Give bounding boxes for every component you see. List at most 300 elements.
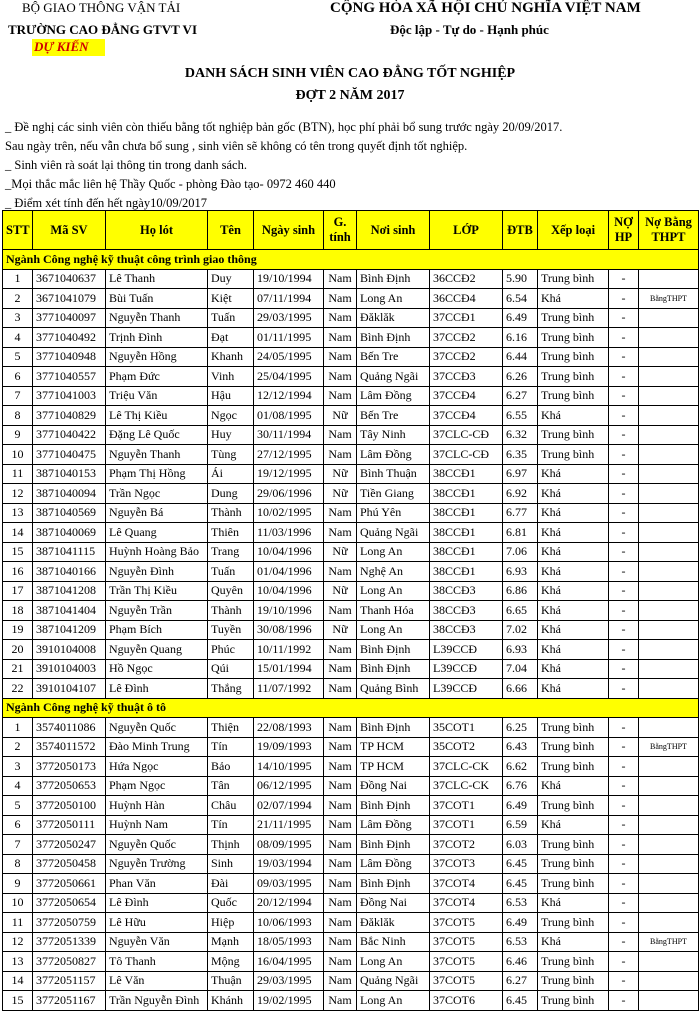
table-cell: Nam [324, 737, 357, 757]
table-cell [639, 854, 699, 874]
table-header-row [3, 211, 699, 250]
table-cell: - [609, 932, 639, 952]
table-cell: Nam [324, 367, 357, 387]
table-cell: 30/08/1996 [254, 620, 324, 640]
table-cell: 7 [3, 835, 33, 855]
table-cell: Trung bình [538, 386, 609, 406]
table-cell: Huỳnh Hoàng Bảo [106, 542, 208, 562]
country-name: CỘNG HÒA XÃ HỘI CHỦ NGHĨA VIỆT NAM [330, 0, 641, 16]
note-line: _ Sinh viên rà soát lại thông tin trong danh sách. [5, 158, 247, 172]
table-cell: - [609, 503, 639, 523]
table-cell: 3574011572 [33, 737, 106, 757]
note-line: _Mọi thắc mắc liên hệ Thầy Quốc - phòng Đào tạo- 0972 460 440 [5, 177, 336, 191]
table-cell: - [609, 269, 639, 289]
table-cell: 6.93 [503, 640, 538, 660]
table-cell: - [609, 679, 639, 699]
table-row [3, 601, 699, 621]
table-cell: 37CCĐ2 [430, 328, 503, 348]
table-cell: 38CCĐ1 [430, 562, 503, 582]
table-cell [639, 562, 699, 582]
table-cell: 6.53 [503, 932, 538, 952]
col-header: Nợ Bằng THPT [639, 211, 699, 250]
table-cell: Quảng Ngãi [357, 367, 430, 387]
table-cell: 21/11/1995 [254, 815, 324, 835]
table-cell: Khá [538, 542, 609, 562]
table-cell: - [609, 776, 639, 796]
table-cell: Phạm Thị Hồng [106, 464, 208, 484]
table-cell: 22 [3, 679, 33, 699]
table-cell: Nữ [324, 581, 357, 601]
table-cell: 3772051157 [33, 971, 106, 991]
table-cell: Hậu [208, 386, 254, 406]
table-cell: 3871041404 [33, 601, 106, 621]
table-cell: 1 [3, 718, 33, 738]
table-cell: 08/09/1995 [254, 835, 324, 855]
table-cell [639, 679, 699, 699]
table-cell: Khánh [208, 991, 254, 1011]
table-cell: L39CCĐ [430, 659, 503, 679]
table-cell: 09/03/1995 [254, 874, 324, 894]
table-cell: Tuấn [208, 308, 254, 328]
table-cell: Nam [324, 659, 357, 679]
table-cell: Trung bình [538, 913, 609, 933]
table-cell: 6.32 [503, 425, 538, 445]
table-cell: Long An [357, 991, 430, 1011]
table-cell: Nam [324, 952, 357, 972]
table-cell: - [609, 854, 639, 874]
table-cell: 19/09/1993 [254, 737, 324, 757]
table-cell: 10/11/1992 [254, 640, 324, 660]
table-cell: 38CCĐ1 [430, 503, 503, 523]
table-cell: 27/12/1995 [254, 445, 324, 465]
col-header: Nơi sinh [357, 211, 430, 250]
table-cell [639, 757, 699, 777]
table-cell: 6.27 [503, 971, 538, 991]
table-cell: 3871040569 [33, 503, 106, 523]
col-header: LỚP [430, 211, 503, 250]
table-cell: Nam [324, 874, 357, 894]
table-row [3, 679, 699, 699]
table-cell: Trung bình [538, 367, 609, 387]
table-cell: Nam [324, 679, 357, 699]
table-cell: Bình Định [357, 796, 430, 816]
table-cell: 35COT1 [430, 718, 503, 738]
table-cell [639, 874, 699, 894]
table-cell: Khá [538, 523, 609, 543]
table-cell: Đăklăk [357, 308, 430, 328]
table-cell: 5.90 [503, 269, 538, 289]
table-cell: - [609, 737, 639, 757]
table-cell: Nữ [324, 620, 357, 640]
table-cell: Mạnh [208, 932, 254, 952]
table-cell: Nam [324, 347, 357, 367]
table-cell [639, 815, 699, 835]
table-cell: Thịnh [208, 835, 254, 855]
table-cell: Nam [324, 523, 357, 543]
table-cell: Bình Định [357, 874, 430, 894]
col-header: ĐTB [503, 211, 538, 250]
table-cell: Khá [538, 503, 609, 523]
table-row [3, 464, 699, 484]
table-cell: 3910104003 [33, 659, 106, 679]
table-row [3, 347, 699, 367]
table-cell: Hứa Ngọc [106, 757, 208, 777]
table-cell: Khá [538, 679, 609, 699]
table-cell: - [609, 542, 639, 562]
table-cell: Thành [208, 601, 254, 621]
table-cell: 38CCĐ1 [430, 523, 503, 543]
table-cell: 01/11/1995 [254, 328, 324, 348]
table-cell: Khá [538, 659, 609, 679]
table-cell: 10/04/1996 [254, 542, 324, 562]
table-cell: 13 [3, 503, 33, 523]
table-cell: Long An [357, 952, 430, 972]
table-cell: Duy [208, 269, 254, 289]
table-cell: Quảng Ngãi [357, 971, 430, 991]
table-row [3, 932, 699, 952]
table-cell: Tiền Giang [357, 484, 430, 504]
table-cell: Tùng [208, 445, 254, 465]
table-cell: - [609, 796, 639, 816]
table-row [3, 659, 699, 679]
table-cell: Khá [538, 464, 609, 484]
table-cell: 25/04/1995 [254, 367, 324, 387]
table-cell: Huy [208, 425, 254, 445]
section-title: Ngành Công nghệ kỹ thuật công trình giao thông [3, 250, 699, 270]
table-cell: Trung bình [538, 854, 609, 874]
table-row [3, 406, 699, 426]
table-cell: Nguyễn Quang [106, 640, 208, 660]
table-cell: 3871041115 [33, 542, 106, 562]
table-cell: Quảng Ngãi [357, 523, 430, 543]
table-cell: 3910104008 [33, 640, 106, 660]
table-cell: Trung bình [538, 952, 609, 972]
table-cell: - [609, 464, 639, 484]
table-cell [639, 347, 699, 367]
table-cell: 5 [3, 347, 33, 367]
table-cell: Nguyễn Đình [106, 562, 208, 582]
table-cell: 5 [3, 796, 33, 816]
table-cell: 10/06/1993 [254, 913, 324, 933]
table-cell: 3772050458 [33, 854, 106, 874]
table-cell: Bùi Tuấn [106, 289, 208, 309]
table-cell: 19/02/1995 [254, 991, 324, 1011]
table-cell: Khá [538, 289, 609, 309]
table-cell: Nam [324, 757, 357, 777]
table-cell: 12 [3, 932, 33, 952]
table-cell: 6.65 [503, 601, 538, 621]
table-cell: Hiệp [208, 913, 254, 933]
table-cell: 6.27 [503, 386, 538, 406]
table-cell: Trung bình [538, 835, 609, 855]
table-cell: Thuận [208, 971, 254, 991]
table-cell: Nam [324, 328, 357, 348]
table-cell: Khá [538, 484, 609, 504]
table-cell: 6.49 [503, 796, 538, 816]
table-row [3, 308, 699, 328]
table-cell [639, 386, 699, 406]
table-cell: Nam [324, 718, 357, 738]
table-cell: 4 [3, 776, 33, 796]
table-cell: 6.35 [503, 445, 538, 465]
table-cell: 3871040094 [33, 484, 106, 504]
table-cell: 3772050247 [33, 835, 106, 855]
table-row [3, 835, 699, 855]
table-cell [639, 796, 699, 816]
table-cell: Đài [208, 874, 254, 894]
table-cell: Trung bình [538, 308, 609, 328]
table-cell: Đồng Nai [357, 893, 430, 913]
section-title: Ngành Công nghệ kỹ thuật ô tô [3, 698, 699, 718]
table-cell: - [609, 815, 639, 835]
table-cell: - [609, 835, 639, 855]
table-cell: 6 [3, 367, 33, 387]
table-cell: 3771040097 [33, 308, 106, 328]
table-cell: Phúc [208, 640, 254, 660]
table-cell: 37CCĐ2 [430, 347, 503, 367]
table-cell: Khá [538, 406, 609, 426]
table-cell: - [609, 308, 639, 328]
table-cell [639, 893, 699, 913]
table-cell: 15 [3, 991, 33, 1011]
national-motto: Độc lập - Tự do - Hạnh phúc [390, 22, 549, 37]
table-cell: BằngTHPT [639, 932, 699, 952]
table-cell: Trung bình [538, 328, 609, 348]
col-header: Họ lót [106, 211, 208, 250]
table-cell: Khá [538, 620, 609, 640]
table-cell: 13 [3, 952, 33, 972]
table-cell: - [609, 991, 639, 1011]
table-cell: 20 [3, 640, 33, 660]
table-cell: Bình Định [357, 640, 430, 660]
table-cell: 37CCĐ4 [430, 386, 503, 406]
table-cell: Nam [324, 991, 357, 1011]
table-cell: - [609, 893, 639, 913]
table-cell: Đạt [208, 328, 254, 348]
table-cell: - [609, 952, 639, 972]
table-cell: 19/10/1996 [254, 601, 324, 621]
table-cell: 15 [3, 542, 33, 562]
table-cell: Long An [357, 620, 430, 640]
table-body [3, 250, 699, 1011]
note-line: _ Điểm xét tính đến hết ngày10/09/2017 [5, 196, 208, 210]
table-cell: 37CLC-CK [430, 757, 503, 777]
table-cell: Huỳnh Nam [106, 815, 208, 835]
table-cell: 38CCĐ3 [430, 620, 503, 640]
table-cell: - [609, 581, 639, 601]
table-cell: 37CLC-CK [430, 776, 503, 796]
table-cell: - [609, 757, 639, 777]
table-cell: Nữ [324, 406, 357, 426]
col-header: Ngày sinh [254, 211, 324, 250]
table-cell: Huỳnh Hàn [106, 796, 208, 816]
table-cell: 12 [3, 484, 33, 504]
table-cell: 2 [3, 737, 33, 757]
table-cell: Trang [208, 542, 254, 562]
table-cell: Khá [538, 815, 609, 835]
table-cell: Ái [208, 464, 254, 484]
table-cell: - [609, 874, 639, 894]
table-cell: 01/08/1995 [254, 406, 324, 426]
table-cell: 3871040166 [33, 562, 106, 582]
table-cell: 7 [3, 386, 33, 406]
table-row [3, 971, 699, 991]
table-cell [639, 971, 699, 991]
table-cell: Nam [324, 308, 357, 328]
table-cell: Phan Văn [106, 874, 208, 894]
table-cell: Lê Thị Kiều [106, 406, 208, 426]
table-cell: 37CCĐ1 [430, 308, 503, 328]
table-cell: 4 [3, 328, 33, 348]
table-cell: - [609, 718, 639, 738]
table-cell: Trung bình [538, 269, 609, 289]
table-cell: Bến Tre [357, 406, 430, 426]
table-cell: Long An [357, 542, 430, 562]
table-cell: Nam [324, 854, 357, 874]
table-cell: Lâm Đồng [357, 854, 430, 874]
table-cell: 3772050653 [33, 776, 106, 796]
table-cell: 29/03/1995 [254, 308, 324, 328]
table-row [3, 893, 699, 913]
table-cell: 3671040637 [33, 269, 106, 289]
table-cell: 6.59 [503, 815, 538, 835]
table-cell: Đăklăk [357, 913, 430, 933]
table-cell: 3772050654 [33, 893, 106, 913]
table-cell: Thành [208, 503, 254, 523]
table-cell: 14 [3, 523, 33, 543]
draft-badge: DỰ KIẾN [32, 39, 105, 56]
table-cell: Tây Ninh [357, 425, 430, 445]
table-cell: - [609, 971, 639, 991]
table-cell: 11/07/1992 [254, 679, 324, 699]
table-cell: 6.62 [503, 757, 538, 777]
table-cell: BằngTHPT [639, 737, 699, 757]
table-cell: Nam [324, 503, 357, 523]
col-header: Tên [208, 211, 254, 250]
table-cell: 6.66 [503, 679, 538, 699]
table-row [3, 523, 699, 543]
table-cell: Nam [324, 386, 357, 406]
table-cell: - [609, 484, 639, 504]
table-cell: 6.93 [503, 562, 538, 582]
table-row [3, 269, 699, 289]
table-cell: Khá [538, 776, 609, 796]
table-cell: 37CCĐ3 [430, 367, 503, 387]
table-cell: 11/03/1996 [254, 523, 324, 543]
table-cell: 30/11/1994 [254, 425, 324, 445]
table-cell: Lâm Đồng [357, 386, 430, 406]
table-cell: 35COT2 [430, 737, 503, 757]
table-row [3, 503, 699, 523]
table-cell: 38CCĐ1 [430, 542, 503, 562]
section-row [3, 250, 699, 270]
table-cell: Nữ [324, 464, 357, 484]
table-cell: Lê Đình [106, 893, 208, 913]
table-row [3, 484, 699, 504]
table-cell: 37COT5 [430, 952, 503, 972]
table-cell: Tuấn [208, 562, 254, 582]
table-cell: Nam [324, 776, 357, 796]
table-cell: Nam [324, 796, 357, 816]
table-cell: 7.02 [503, 620, 538, 640]
table-cell: Nguyễn Bá [106, 503, 208, 523]
table-cell: Trịnh Đình [106, 328, 208, 348]
table-cell: 6.45 [503, 991, 538, 1011]
table-cell: Nam [324, 815, 357, 835]
col-header: G. tính [324, 211, 357, 250]
table-cell: Đặng Lê Quốc [106, 425, 208, 445]
table-cell: 6 [3, 815, 33, 835]
table-cell: Trung bình [538, 874, 609, 894]
table-cell: Nguyễn Thanh [106, 445, 208, 465]
table-cell: 19/03/1994 [254, 854, 324, 874]
table-cell: - [609, 406, 639, 426]
table-cell: 6.97 [503, 464, 538, 484]
table-row [3, 854, 699, 874]
table-cell [639, 367, 699, 387]
table-cell [639, 425, 699, 445]
table-cell [639, 328, 699, 348]
graduate-table [2, 210, 699, 1011]
table-cell: Lê Văn [106, 971, 208, 991]
table-row [3, 815, 699, 835]
table-cell: Nam [324, 269, 357, 289]
table-cell: 22/08/1993 [254, 718, 324, 738]
table-cell: Châu [208, 796, 254, 816]
table-cell: 37COT4 [430, 874, 503, 894]
table-cell: Ngọc [208, 406, 254, 426]
table-cell: Nghệ An [357, 562, 430, 582]
table-cell: 10 [3, 893, 33, 913]
table-cell: 24/05/1995 [254, 347, 324, 367]
table-cell: 38CCĐ3 [430, 601, 503, 621]
table-cell: 19 [3, 620, 33, 640]
table-cell: - [609, 659, 639, 679]
table-row [3, 640, 699, 660]
table-cell: TP HCM [357, 757, 430, 777]
table-cell: 3772050759 [33, 913, 106, 933]
table-cell: 7.06 [503, 542, 538, 562]
table-cell: 6.49 [503, 913, 538, 933]
table-cell: Thiên [208, 523, 254, 543]
table-cell: Thiện [208, 718, 254, 738]
table-cell: 37CLC-CĐ [430, 445, 503, 465]
table-cell: 2 [3, 289, 33, 309]
table-cell: Trung bình [538, 718, 609, 738]
table-cell: 6.16 [503, 328, 538, 348]
table-cell [639, 542, 699, 562]
table-cell: 37CCĐ4 [430, 406, 503, 426]
table-cell: - [609, 620, 639, 640]
table-cell: Quyên [208, 581, 254, 601]
table-cell: Nam [324, 445, 357, 465]
table-cell: Lê Quang [106, 523, 208, 543]
table-cell: 3771040829 [33, 406, 106, 426]
table-cell: - [609, 601, 639, 621]
table-cell: Đào Minh Trung [106, 737, 208, 757]
table-cell [639, 406, 699, 426]
table-cell: 3772050100 [33, 796, 106, 816]
table-cell: Nguyễn Hồng [106, 347, 208, 367]
table-cell: Trung bình [538, 737, 609, 757]
table-cell [639, 269, 699, 289]
table-cell: - [609, 523, 639, 543]
table-cell: 3 [3, 308, 33, 328]
table-cell: Trung bình [538, 757, 609, 777]
table-cell: Vinh [208, 367, 254, 387]
table-cell [639, 523, 699, 543]
table-cell: 36CCĐ4 [430, 289, 503, 309]
